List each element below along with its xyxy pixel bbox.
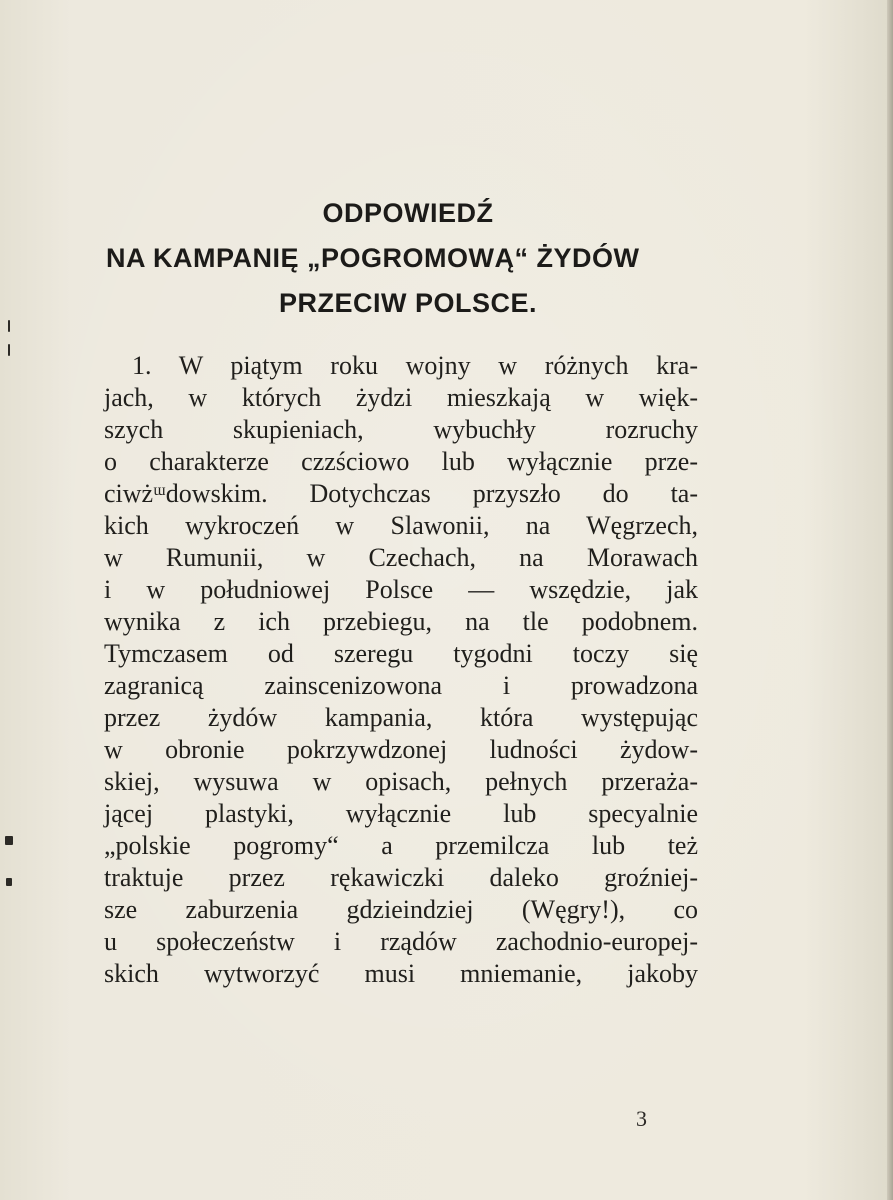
text-line: skich wytworzyć musi mniemanie, jakoby — [104, 959, 698, 988]
heading-line-1: ODPOWIEDŹ — [322, 198, 494, 228]
text-line: szych skupieniach, wybuchły rozruchy — [104, 415, 698, 444]
margin-mark — [6, 878, 12, 886]
text-line: u społeczeństw i rządów zachodnio-europej- — [104, 927, 698, 956]
text-line: w Rumunii, w Czechach, na Morawach — [104, 543, 698, 572]
text-line: jącej plastyki, wyłącznie lub specyalnie — [104, 799, 698, 828]
text-line: traktuje przez rękawiczki daleko groźniej- — [104, 863, 698, 892]
margin-mark — [5, 836, 13, 845]
text-line: „polskie pogromy“ a przemilcza lub też — [104, 831, 698, 860]
text-line: o charakterze czzściowo lub wyłącznie prze- — [104, 447, 698, 476]
text-line: skiej, wysuwa w opisach, pełnych przeraża- — [104, 767, 698, 796]
text-line: Tymczasem od szeregu tygodni toczy się — [104, 639, 698, 668]
page-edge-shadow — [887, 0, 893, 1200]
text-line: sze zaburzenia gdzieindziej (Węgry!), co — [104, 895, 698, 924]
text-line: jach, w których żydzi mieszkają w więk- — [104, 383, 698, 412]
chapter-heading — [0, 200, 816, 335]
text-line: i w południowej Polsce — wszędzie, jak — [104, 575, 698, 604]
text-line: kich wykroczeń w Slawonii, na Węgrzech, — [104, 511, 698, 540]
heading-line-3: PRZECIW POLSCE. — [278, 288, 537, 318]
text-line: 1. W piątym roku wojny w różnych kra- — [132, 351, 698, 380]
text-line: zagranicą zainscenizowona i prowadzona — [104, 671, 698, 700]
text-line: przez żydów kampania, która występując — [104, 703, 698, 732]
text-line: ciwżᵚdowskim. Dotychczas przyszło do ta- — [104, 479, 698, 508]
heading-line-2: NA KAMPANIĘ „POGROMOWĄ“ ŻYDÓW — [106, 243, 640, 273]
margin-mark — [8, 344, 10, 356]
text-line: w obronie pokrzywdzonej ludności żydow- — [104, 735, 698, 764]
page-number: 3 — [636, 1106, 647, 1131]
body-paragraph — [104, 350, 698, 990]
text-line: wynika z ich przebiegu, na tle podobnem. — [104, 607, 698, 636]
